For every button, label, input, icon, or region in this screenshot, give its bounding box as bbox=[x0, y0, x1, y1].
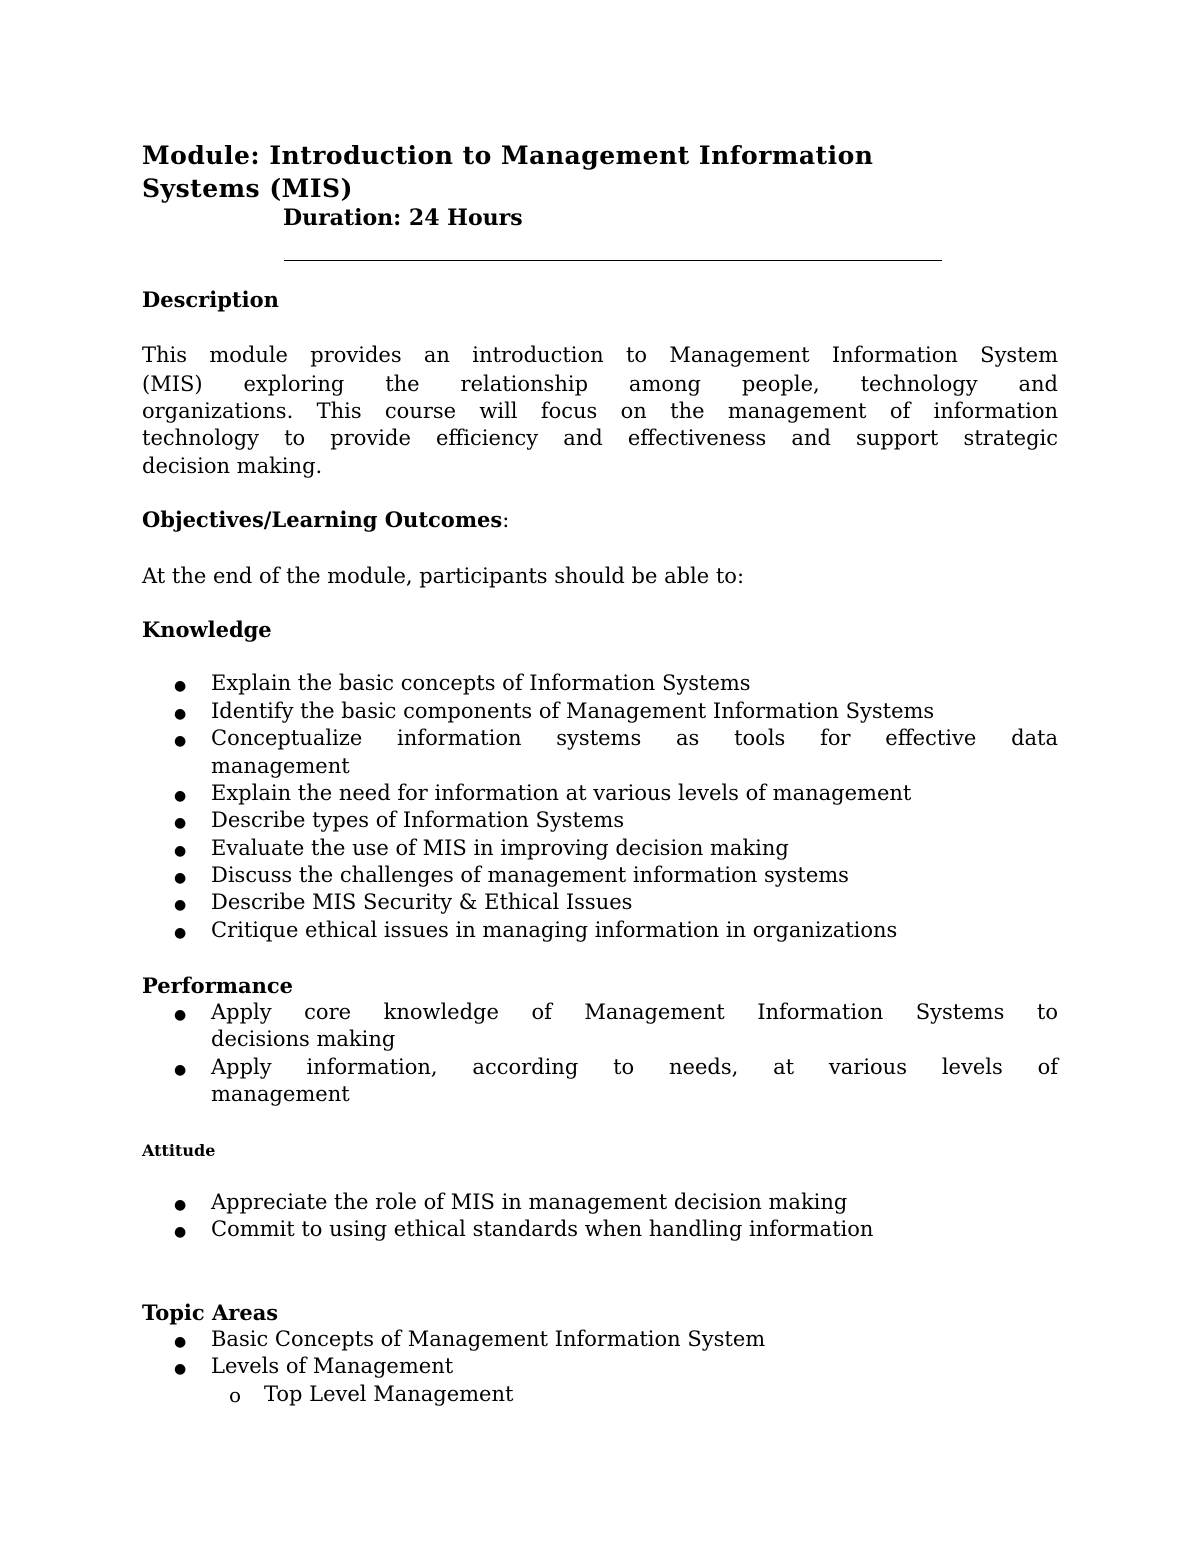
bullet-icon: ● bbox=[174, 678, 187, 694]
topic-item: Levels of Management bbox=[211, 1354, 454, 1378]
bullet-icon: ● bbox=[174, 706, 187, 722]
objectives-intro: At the end of the module, participants should be able to: bbox=[142, 564, 745, 588]
description-line-1: This module provides an introduction to Management Information System bbox=[142, 343, 1058, 367]
knowledge-item: Identify the basic components of Management Information Systems bbox=[211, 699, 935, 723]
knowledge-heading: Knowledge bbox=[142, 617, 272, 642]
bullet-icon: ● bbox=[174, 1197, 187, 1213]
description-heading: Description bbox=[142, 287, 279, 312]
bullet-icon: ● bbox=[174, 1224, 187, 1240]
duration-label: Duration: 24 Hours bbox=[283, 205, 523, 231]
topic-areas-heading: Topic Areas bbox=[142, 1300, 279, 1325]
topic-item: Basic Concepts of Management Information System bbox=[211, 1327, 766, 1351]
objectives-heading: Objectives/Learning Outcomes bbox=[142, 507, 503, 532]
module-title-line1: Module: Introduction to Management Information bbox=[142, 141, 874, 170]
attitude-item: Commit to using ethical standards when handling information bbox=[211, 1217, 874, 1241]
knowledge-item: Discuss the challenges of management information systems bbox=[211, 863, 849, 887]
description-line-2: (MIS) exploring the relationship among people, technology and bbox=[142, 372, 1058, 396]
objectives-colon: : bbox=[502, 508, 510, 532]
knowledge-item: Conceptualize information systems as tools for effective data bbox=[211, 726, 1058, 750]
knowledge-item: Explain the need for information at various levels of management bbox=[211, 781, 912, 805]
knowledge-item: Describe types of Information Systems bbox=[211, 808, 625, 832]
bullet-icon: ● bbox=[174, 925, 187, 941]
bullet-icon: ● bbox=[174, 733, 187, 749]
topic-sub-item: Top Level Management bbox=[264, 1382, 514, 1406]
knowledge-item-continuation: management bbox=[211, 754, 350, 778]
bullet-icon: ● bbox=[174, 1062, 187, 1078]
knowledge-item: Explain the basic concepts of Information Systems bbox=[211, 671, 751, 695]
objectives-heading-row bbox=[142, 507, 509, 532]
bullet-icon: ● bbox=[174, 870, 187, 886]
performance-item-continuation: decisions making bbox=[211, 1027, 396, 1051]
performance-item: Apply core knowledge of Management Information Systems to bbox=[211, 1000, 1058, 1024]
performance-heading: Performance bbox=[142, 973, 293, 998]
bullet-icon: ● bbox=[174, 1007, 187, 1023]
bullet-icon: ● bbox=[174, 788, 187, 804]
attitude-item: Appreciate the role of MIS in management decision making bbox=[211, 1190, 848, 1214]
bullet-icon: ● bbox=[174, 815, 187, 831]
performance-item: Apply information, according to needs, at various levels of bbox=[211, 1055, 1058, 1079]
bullet-icon: ● bbox=[174, 843, 187, 859]
bullet-icon: ● bbox=[174, 1361, 187, 1377]
module-title-line2: Systems (MIS) bbox=[142, 174, 353, 203]
performance-item-continuation: management bbox=[211, 1082, 350, 1106]
knowledge-item: Critique ethical issues in managing information in organizations bbox=[211, 918, 898, 942]
knowledge-item: Describe MIS Security & Ethical Issues bbox=[211, 890, 633, 914]
bullet-icon: ● bbox=[174, 1334, 187, 1350]
attitude-heading: Attitude bbox=[142, 1141, 216, 1160]
description-line-3: organizations. This course will focus on the management of information bbox=[142, 399, 1058, 423]
sub-bullet-icon: o bbox=[229, 1383, 242, 1407]
description-line-4: technology to provide efficiency and effectiveness and support strategic bbox=[142, 426, 1058, 450]
bullet-icon: ● bbox=[174, 897, 187, 913]
title-divider bbox=[284, 260, 942, 261]
description-line-5: decision making. bbox=[142, 454, 323, 478]
knowledge-item: Evaluate the use of MIS in improving decision making bbox=[211, 836, 789, 860]
